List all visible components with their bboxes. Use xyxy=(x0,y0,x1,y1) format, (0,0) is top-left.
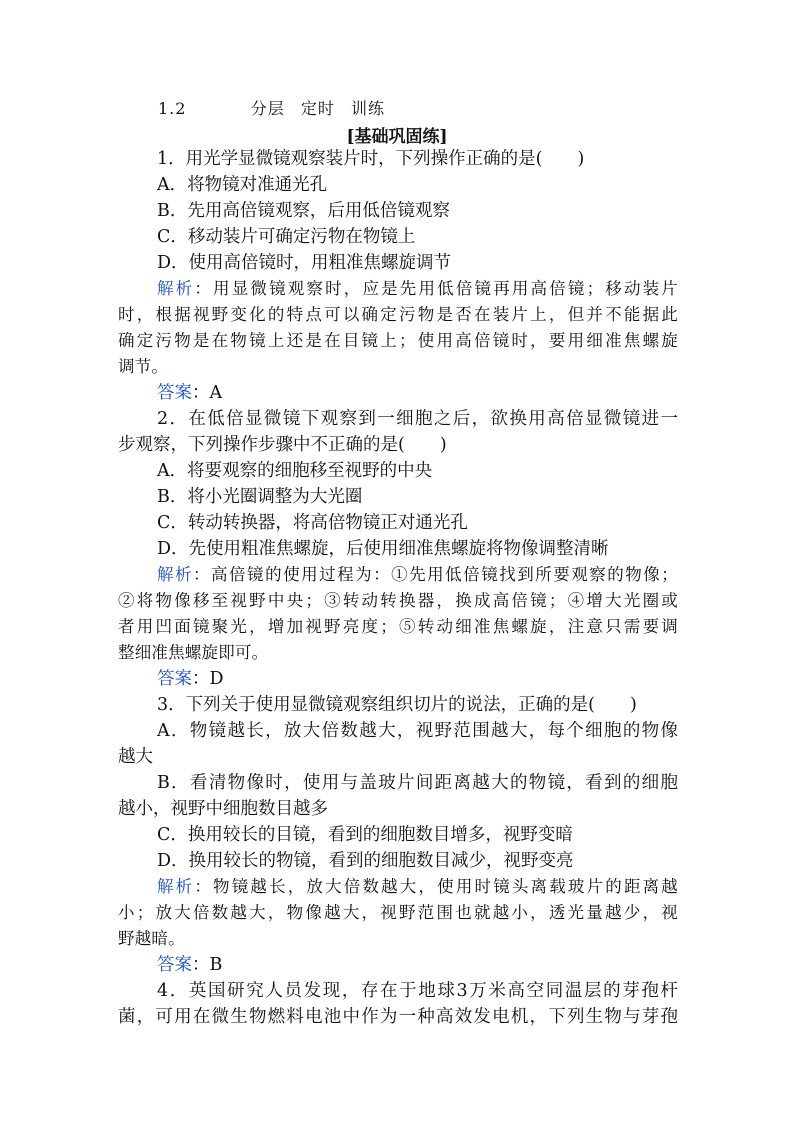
q2-option-c: C．转动转换器，将高倍物镜正对通光孔 xyxy=(157,513,468,533)
q2-stem: 2．在低倍显微镜下观察到一细胞之后，欲换用高倍显微镜进一 xyxy=(157,409,678,429)
q3-option-d: D．换用较长的物镜，看到的细胞数目减少，视野变亮 xyxy=(157,851,574,871)
q2-option-a: A．将要观察的细胞移至视野的中央 xyxy=(157,461,433,481)
q1-explanation-label: 解析 xyxy=(157,279,195,298)
q1-explanation-line: 调节。 xyxy=(118,357,169,376)
q3-option-b-cont: 越小，视野中细胞数目越多 xyxy=(118,799,328,819)
q1-option-c: C．移动装片可确定污物在物镜上 xyxy=(157,227,416,247)
q1-answer: 答案：A xyxy=(157,383,223,403)
q2-option-d: D．先使用粗准焦螺旋，后使用细准焦螺旋将物像调整清晰 xyxy=(157,539,609,559)
section-number: 1.2 xyxy=(158,99,187,118)
q2-option-b: B．将小光圈调整为大光圈 xyxy=(157,487,363,507)
q3-explanation-line: 野越暗。 xyxy=(118,929,185,948)
q1-option-d: D．使用高倍镜时，用粗准焦螺旋调节 xyxy=(157,253,452,273)
q1-explanation-line: 解析：用显微镜观察时，应是先用低倍镜再用高倍镜；移动装片 xyxy=(157,279,678,298)
q2-explanation-label: 解析 xyxy=(157,565,194,584)
q3-explanation-label: 解析 xyxy=(157,877,195,896)
q4-stem: 4．英国研究人员发现，存在于地球3万米高空同温层的芽孢杆 xyxy=(157,981,678,1001)
q4-stem: 菌，可用在微生物燃料电池中作为一种高效发电机，下列生物与芽孢 xyxy=(118,1007,678,1027)
q3-explanation-line: 解析：物镜越长，放大倍数越大，使用时镜头离载玻片的距离越 xyxy=(157,877,678,896)
q1-option-a: A．将物镜对准通光孔 xyxy=(157,175,328,195)
q2-explanation-line: 解析：高倍镜的使用过程为：①先用低倍镜找到所要观察的物像； xyxy=(157,565,678,584)
q3-option-a-cont: 越大 xyxy=(118,747,153,767)
q1-option-b: B．先用高倍镜观察，后用低倍镜观察 xyxy=(157,201,450,221)
section-title-text: 分层 定时 训练 xyxy=(250,99,385,118)
section-heading: [基础巩固练] xyxy=(346,127,448,147)
q3-option-a: A．物镜越长，放大倍数越大，视野范围越大，每个细胞的物像 xyxy=(157,721,678,741)
q2-explanation-line: ②将物像移至视野中央；③转动转换器，换成高倍镜；④增大光圈或 xyxy=(118,591,678,610)
q1-answer-label: 答案 xyxy=(157,383,192,403)
section-title xyxy=(158,96,385,119)
q2-explanation-line: 者用凹面镜聚光，增加视野亮度；⑤转动细准焦螺旋，注意只需要调 xyxy=(118,617,678,636)
q3-option-c: C．换用较长的目镜，看到的细胞数目增多，视野变暗 xyxy=(157,825,573,845)
q3-answer: 答案：B xyxy=(157,955,223,975)
q3-answer-label: 答案 xyxy=(157,955,192,975)
q1-stem: 1．用光学显微镜观察装片时，下列操作正确的是( ) xyxy=(157,149,585,169)
q1-explanation-line: 时，根据视野变化的特点可以确定污物是否在装片上，但并不能据此 xyxy=(118,305,678,324)
q3-explanation-line: 小；放大倍数越大，物像越大，视野范围也就越小，透光量越少，视 xyxy=(118,903,678,922)
q2-explanation-line: 整细准焦螺旋即可。 xyxy=(118,643,269,662)
q3-stem: 3．下列关于使用显微镜观察组织切片的说法，正确的是( ) xyxy=(157,695,637,715)
q2-answer: 答案：D xyxy=(157,669,224,689)
q2-answer-label: 答案 xyxy=(157,669,192,689)
q3-option-b: B．看清物像时，使用与盖玻片间距离越大的物镜，看到的细胞 xyxy=(157,773,678,793)
q2-stem: 步观察，下列操作步骤中不正确的是( ) xyxy=(118,435,447,455)
q1-explanation-line: 确定污物是在物镜上还是在目镜上；使用高倍镜时，要用细准焦螺旋 xyxy=(118,331,678,350)
